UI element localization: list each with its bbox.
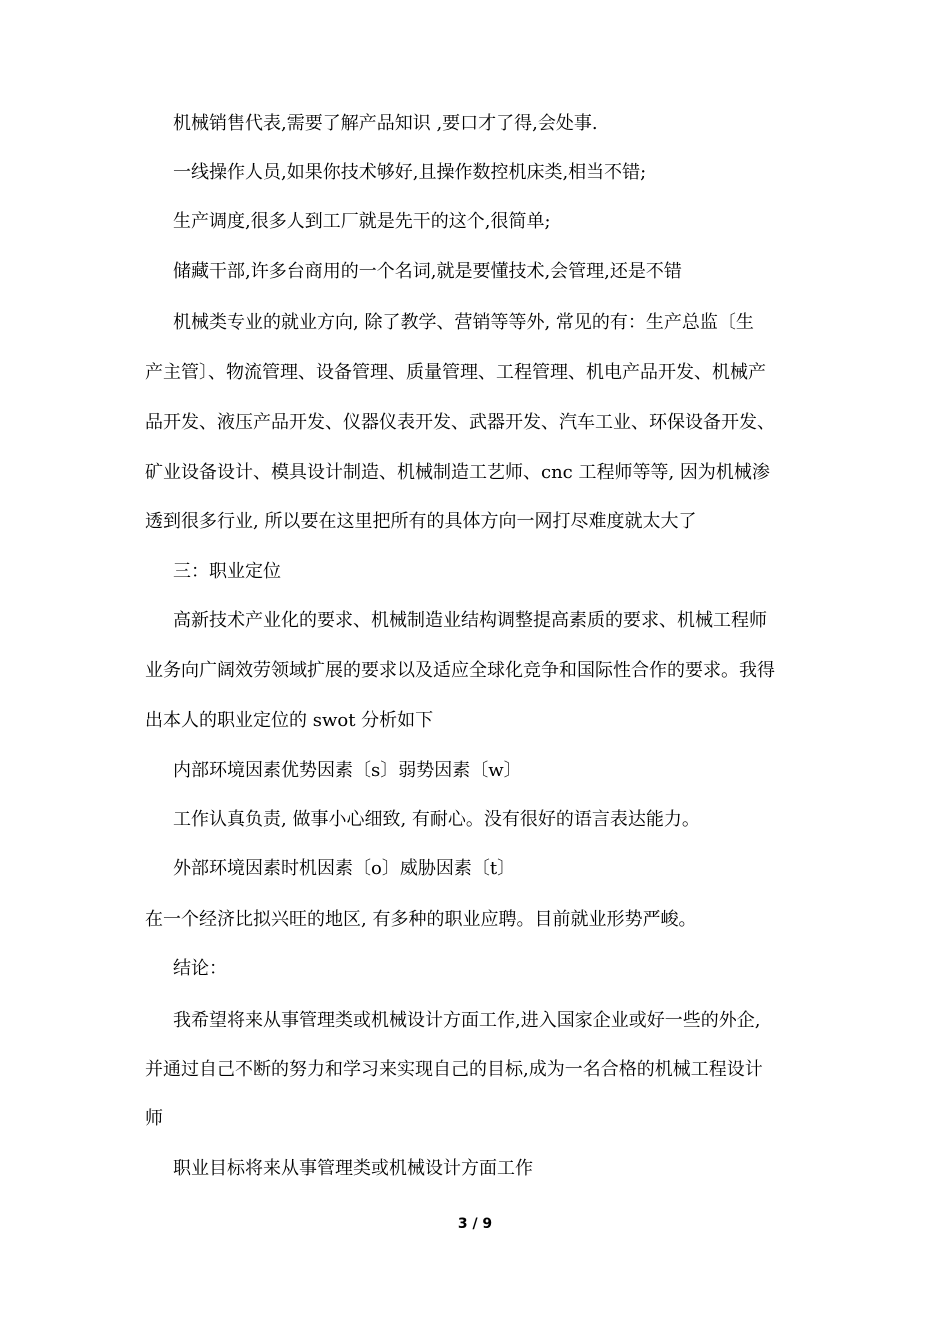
paragraph-line: 矿业设备设计、模具设计制造、机械制造工艺师、cnc 工程师等等, 因为机械渗 xyxy=(145,462,770,483)
paragraph-line: 出本人的职业定位的 swot 分析如下 xyxy=(145,710,434,731)
paragraph-line: 储藏干部,许多台商用的一个名词,就是要懂技术,会管理,还是不错 xyxy=(173,261,682,282)
section-heading: 三：职业定位 xyxy=(173,561,281,582)
paragraph-line: 在一个经济比拟兴旺的地区, 有多种的职业应聘。目前就业形势严峻。 xyxy=(145,909,697,930)
paragraph-line: 机械销售代表,需要了解产品知识 ,要口才了得,会处事. xyxy=(173,113,598,134)
paragraph-line: 品开发、液压产品开发、仪器仪表开发、武器开发、汽车工业、环保设备开发、 xyxy=(145,412,775,433)
paragraph-line: 机械类专业的就业方向, 除了教学、营销等等外, 常见的有：生产总监〔生 xyxy=(173,312,754,333)
paragraph-line: 并通过自己不断的努力和学习来实现自己的目标,成为一名合格的机械工程设计 xyxy=(145,1059,763,1080)
paragraph-line: 生产调度,很多人到工厂就是先干的这个,很简单; xyxy=(173,211,551,232)
paragraph-line: 结论： xyxy=(173,958,227,979)
paragraph-line: 业务向广阔效劳领域扩展的要求以及适应全球化竞争和国际性合作的要求。我得 xyxy=(145,660,775,681)
paragraph-line: 我希望将来从事管理类或机械设计方面工作,进入国家企业或好一些的外企, xyxy=(173,1010,761,1031)
paragraph-line: 内部环境因素优势因素〔s〕弱势因素〔w〕 xyxy=(173,760,522,781)
paragraph-line: 高新技术产业化的要求、机械制造业结构调整提高素质的要求、机械工程师 xyxy=(173,610,767,631)
paragraph-line: 工作认真负责, 做事小心细致, 有耐心。没有很好的语言表达能力。 xyxy=(173,809,700,830)
paragraph-line: 师 xyxy=(145,1108,163,1129)
paragraph-line: 产主管〕、物流管理、设备管理、质量管理、工程管理、机电产品开发、机械产 xyxy=(145,362,766,383)
paragraph-line: 职业目标将来从事管理类或机械设计方面工作 xyxy=(173,1158,533,1179)
page-number: 3 / 9 xyxy=(457,1216,493,1232)
paragraph-line: 透到很多行业, 所以要在这里把所有的具体方向一网打尽难度就太大了 xyxy=(145,511,697,532)
paragraph-line: 一线操作人员,如果你技术够好,且操作数控机床类,相当不错; xyxy=(173,162,647,183)
paragraph-line: 外部环境因素时机因素〔o〕威胁因素〔t〕 xyxy=(173,858,516,879)
